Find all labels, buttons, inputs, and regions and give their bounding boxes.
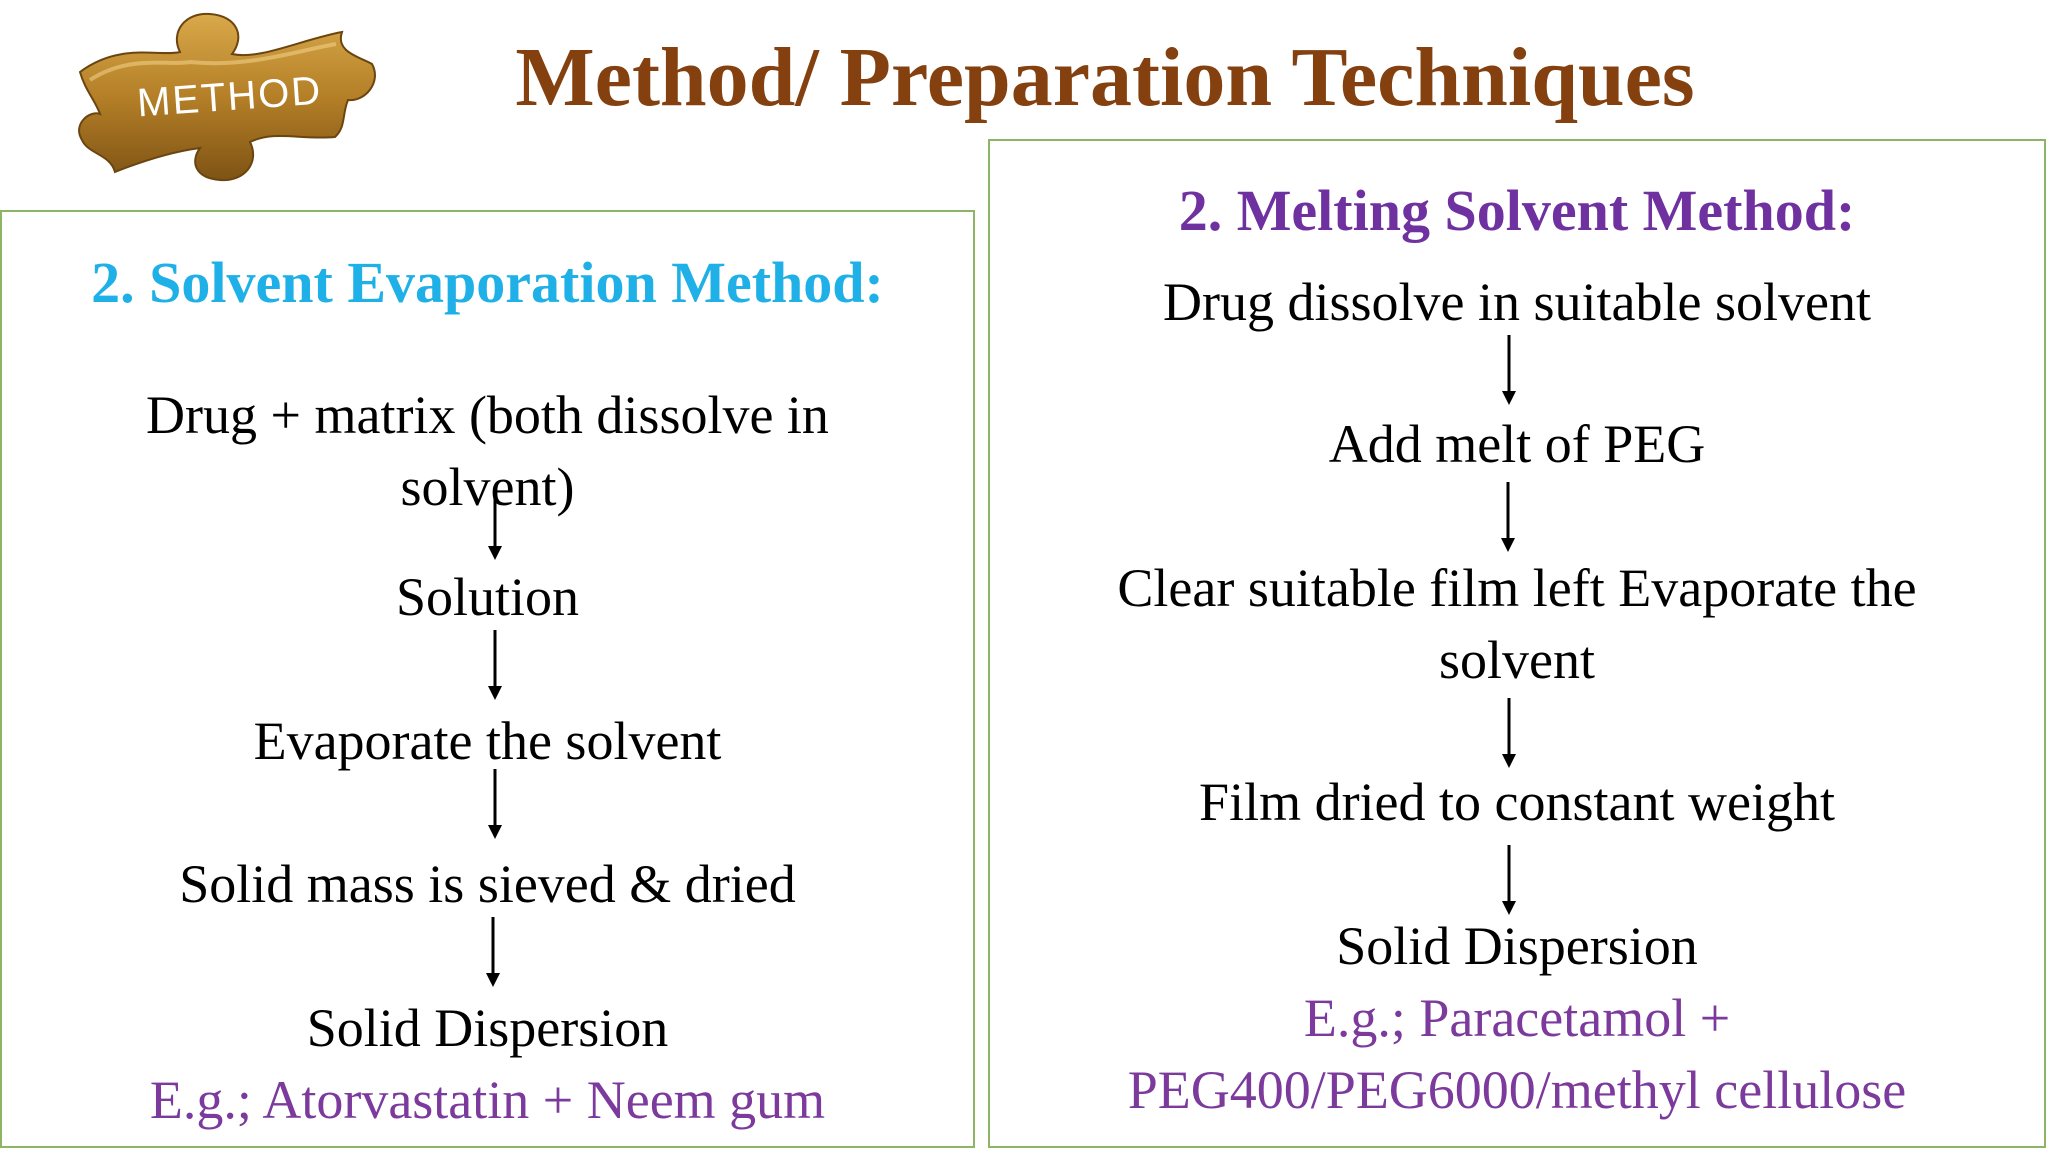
- right-example-line-1: E.g.; Paracetamol +: [1303, 988, 1731, 1048]
- slide-title: Method/ Preparation Techniques: [515, 31, 1695, 124]
- logo-text: METHOD: [135, 68, 324, 126]
- down-arrow-icon: [1498, 482, 1518, 552]
- solvent-evaporation-panel: [0, 210, 975, 1148]
- right-step-1: Drug dissolve in suitable solvent: [1163, 272, 1871, 332]
- method-puzzle-logo: [60, 2, 400, 192]
- left-step-1-line-2: solvent): [400, 457, 575, 517]
- left-step-2: Solution: [395, 567, 580, 627]
- down-arrow-icon: [485, 630, 505, 700]
- left-step-1-line-1: Drug + matrix (both dissolve in: [146, 385, 829, 445]
- melting-solvent-heading: 2. Melting Solvent Method:: [1178, 178, 1856, 243]
- left-step-4: Solid mass is sieved & dried: [179, 854, 796, 914]
- right-step-5: Solid Dispersion: [1336, 916, 1698, 976]
- right-step-3-line-2: solvent: [1439, 630, 1595, 690]
- puzzle-piece-icon: [60, 2, 400, 192]
- left-step-3: Evaporate the solvent: [253, 711, 722, 771]
- down-arrow-icon: [1499, 845, 1519, 915]
- right-example-line-2: PEG400/PEG6000/methyl cellulose: [1127, 1060, 1907, 1120]
- down-arrow-icon: [483, 917, 503, 987]
- right-step-2: Add melt of PEG: [1328, 414, 1706, 474]
- left-step-5: Solid Dispersion: [306, 998, 669, 1058]
- left-example: E.g.; Atorvastatin + Neem gum: [149, 1070, 826, 1130]
- right-step-4: Film dried to constant weight: [1199, 772, 1835, 832]
- down-arrow-icon: [1499, 698, 1519, 768]
- down-arrow-icon: [485, 490, 505, 560]
- down-arrow-icon: [485, 769, 505, 839]
- solvent-evaporation-heading: 2. Solvent Evaporation Method:: [91, 250, 884, 315]
- down-arrow-icon: [1499, 335, 1519, 405]
- right-step-3-line-1: Clear suitable film left Evaporate the: [1117, 558, 1917, 618]
- melting-solvent-panel: [988, 139, 2046, 1148]
